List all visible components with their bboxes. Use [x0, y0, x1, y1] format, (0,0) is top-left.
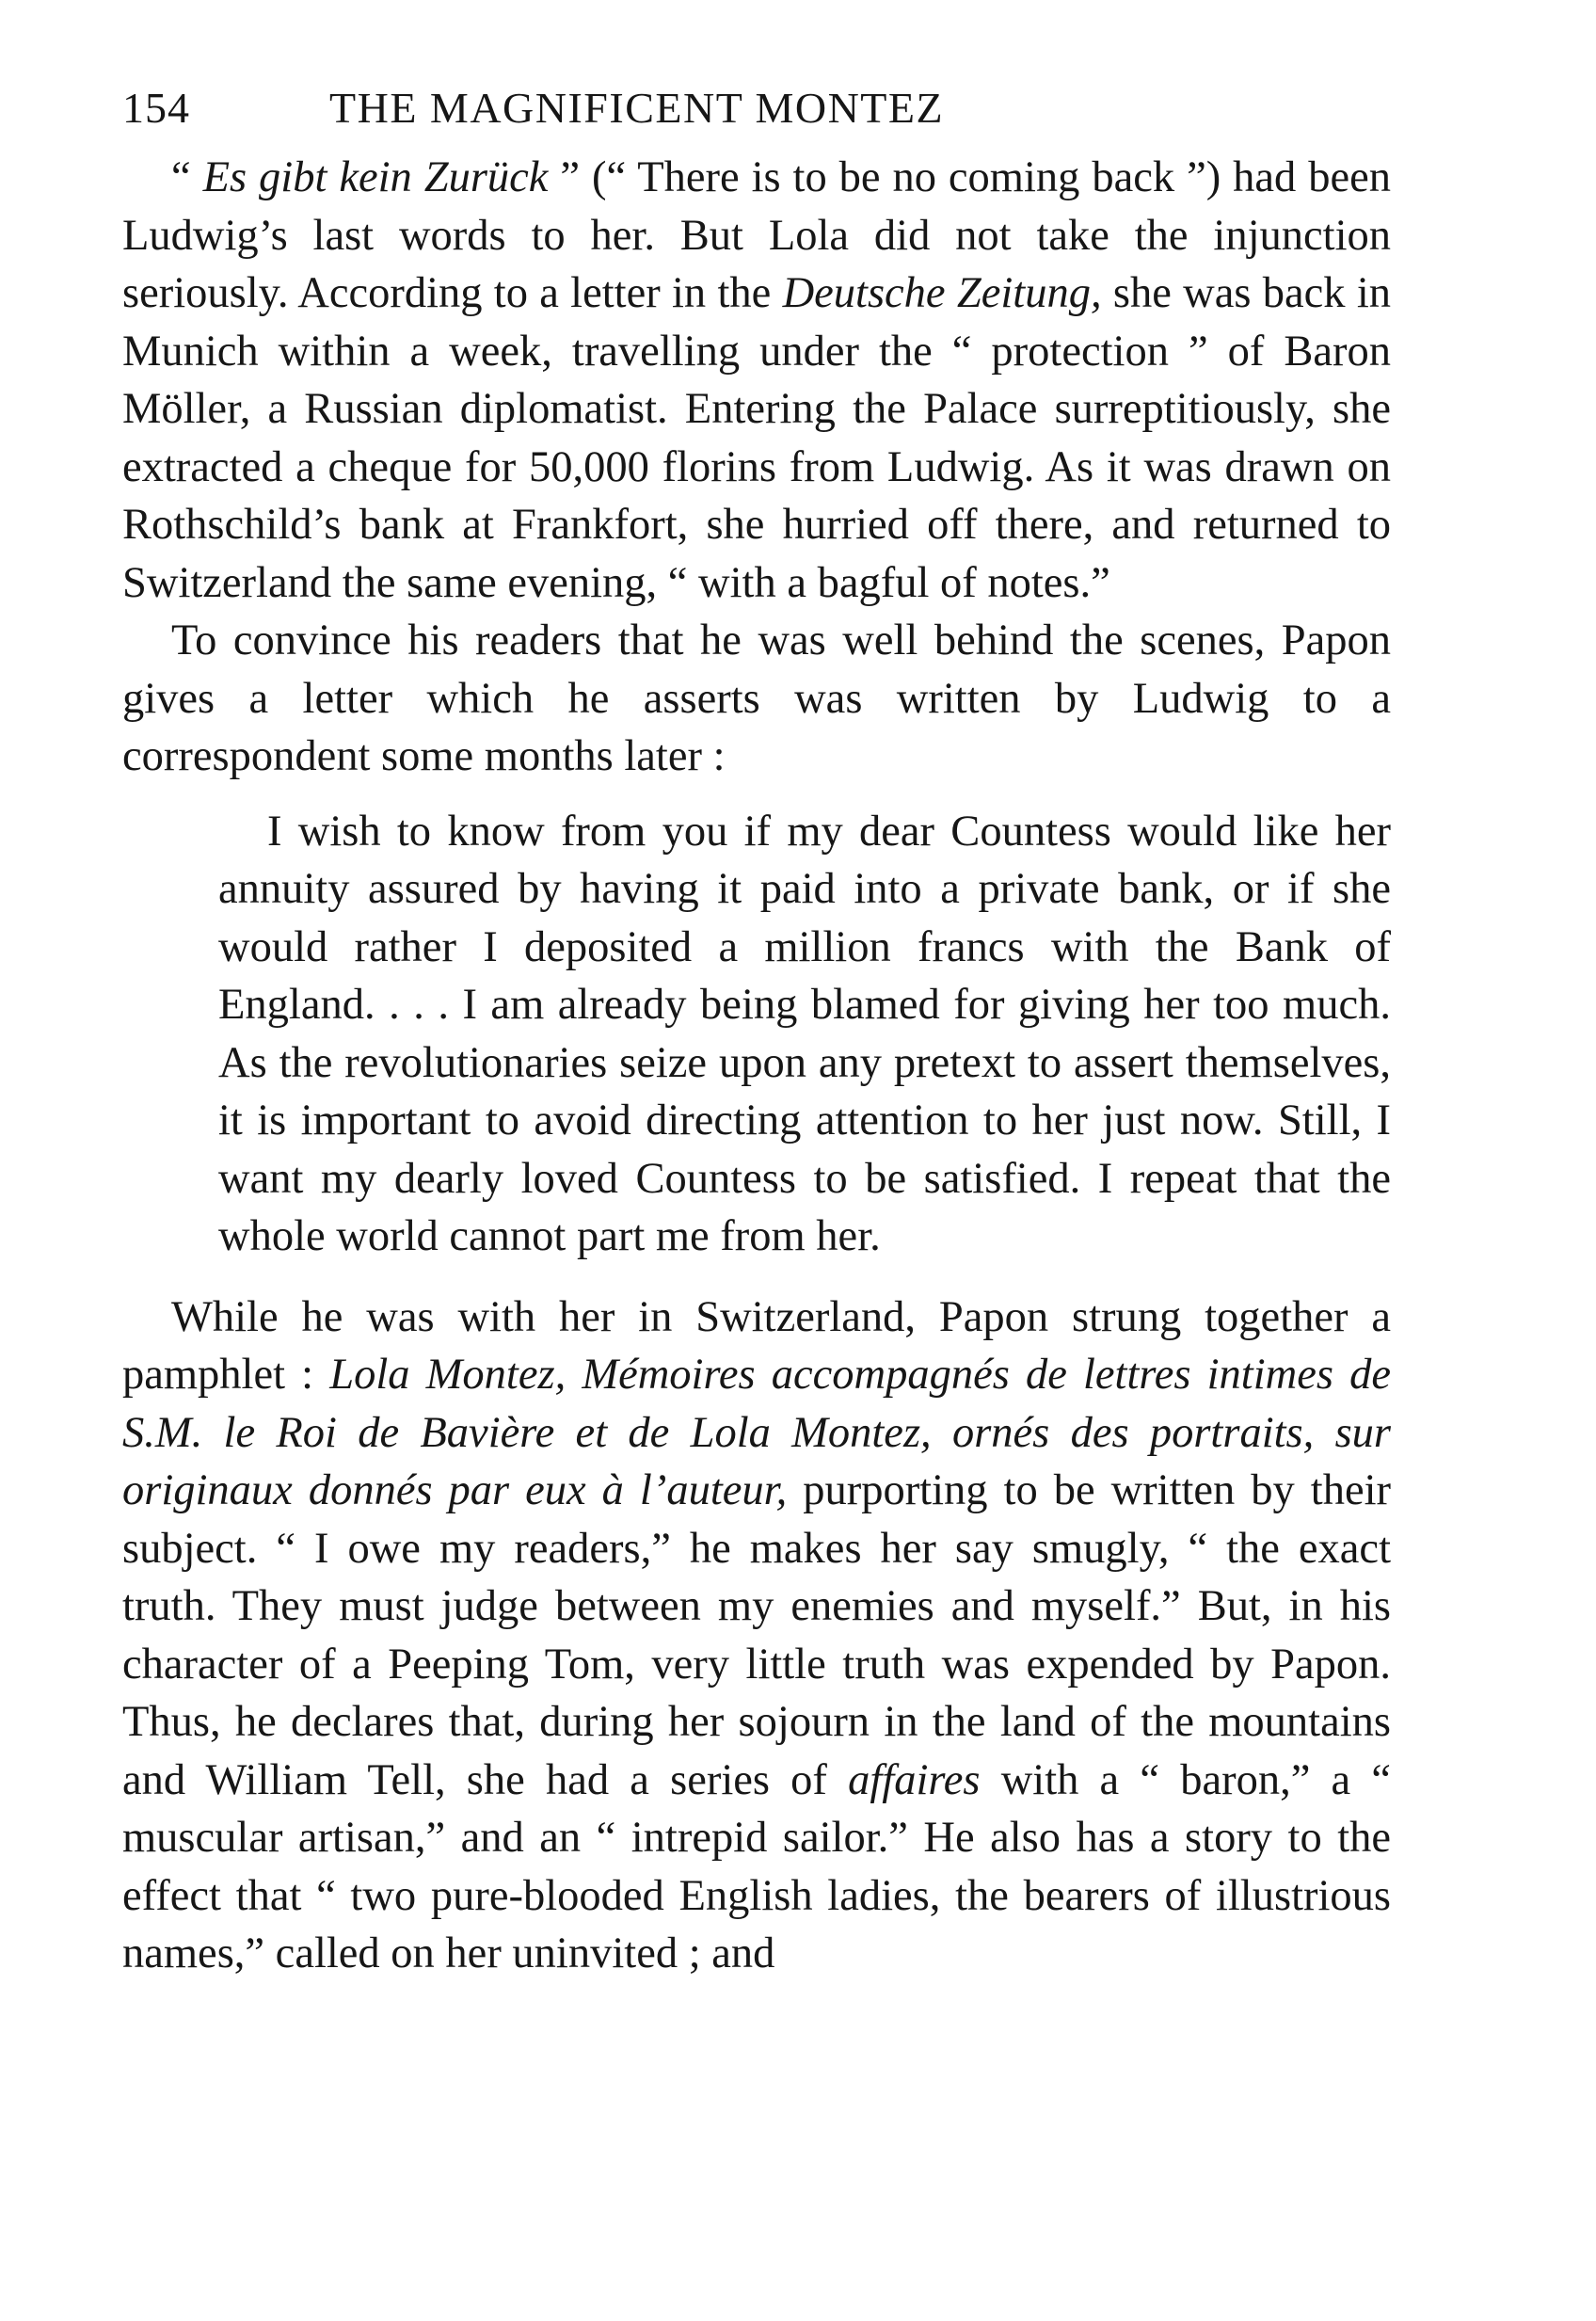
book-page	[122, 83, 1391, 1983]
paragraph-3: While he was with her in Switzerland, Papon strung together a pamphlet : Lola Montez, Mémoires accompagnés de lettres intimes de S.M. le Roi de Bavière et de Lola Montez, ornés des portraits, sur originaux donnés par eux à l’auteur, purporting to be written by their subject. “ I owe my readers,” he makes her say smugly, “ the exact truth. They must judge between my enemies and myself.” But, in his character of a Peeping Tom, very little truth was expended by Papon. Thus, he declares that, during her sojourn in the land of the mountains and William Tell, she had a series of affaires with a “ baron,” a “ muscular artisan,” and an “ intrepid sailor.” He also has a story to the effect that “ two pure-blooded English ladies, the bearers of illustrious names,” called on her uninvited ; and	[122, 1292, 1392, 1977]
ludwig-letter-quote	[218, 803, 1391, 1266]
pamphlet-title: Lola Montez, Mémoires accompagnés de lettres intimes de S.M. le Roi de Bavière et de Lola Montez, ornés des portraits,	[122, 1351, 1391, 1457]
letter-text: I wish to know from you if my dear Countess would like her annuity assured by having it paid into a private bank, or if she would rather I deposited a million francs with the Bank of England. . . . I am already being blamed for giving her too much. As the revolutionaries seize upon any pretext to assert themselves, it is important to avoid directing attention to her just now. Still, I want my dearly loved Countess to be satisfied. I repeat that the whole world cannot part me from her.	[218, 807, 1391, 1260]
page-header	[122, 83, 1391, 149]
affaires-word: affaires	[848, 1755, 981, 1804]
paragraph-2: To convince his readers that he was well behind the scenes, Papon gives a letter which he asserts was written by Ludwig to a correspondent some months later :	[122, 616, 1391, 780]
paragraph-1: “ Es gibt kein Zurück ” (“ There is to be no coming back ”) had been Ludwig’s last words to her. But Lola did not take the injunction seriously. According to a letter in the Deutsche Zeitung, she was back in Munich within a week, travelling under the “ protection ” of Baron Möller, a Russian diplomatist. Entering the Palace surreptitiously, she extracted a cheque for 50,000 florins from Ludwig. As it was drawn on Rothschild’s bank at Frankfort, she hurried off there, and returned to Switzerland the same evening, “ with a bagful of notes.”	[122, 153, 1392, 607]
newspaper-title: Deutsche Zeitung,	[782, 269, 1102, 317]
pamphlet-subtitle: sur originaux donnés par eux à l’auteur,	[122, 1408, 1392, 1514]
page-number: 154	[122, 84, 190, 132]
running-title: THE MAGNIFICENT MONTEZ	[329, 84, 945, 132]
german-quote: Es gibt kein Zurück	[202, 153, 549, 201]
